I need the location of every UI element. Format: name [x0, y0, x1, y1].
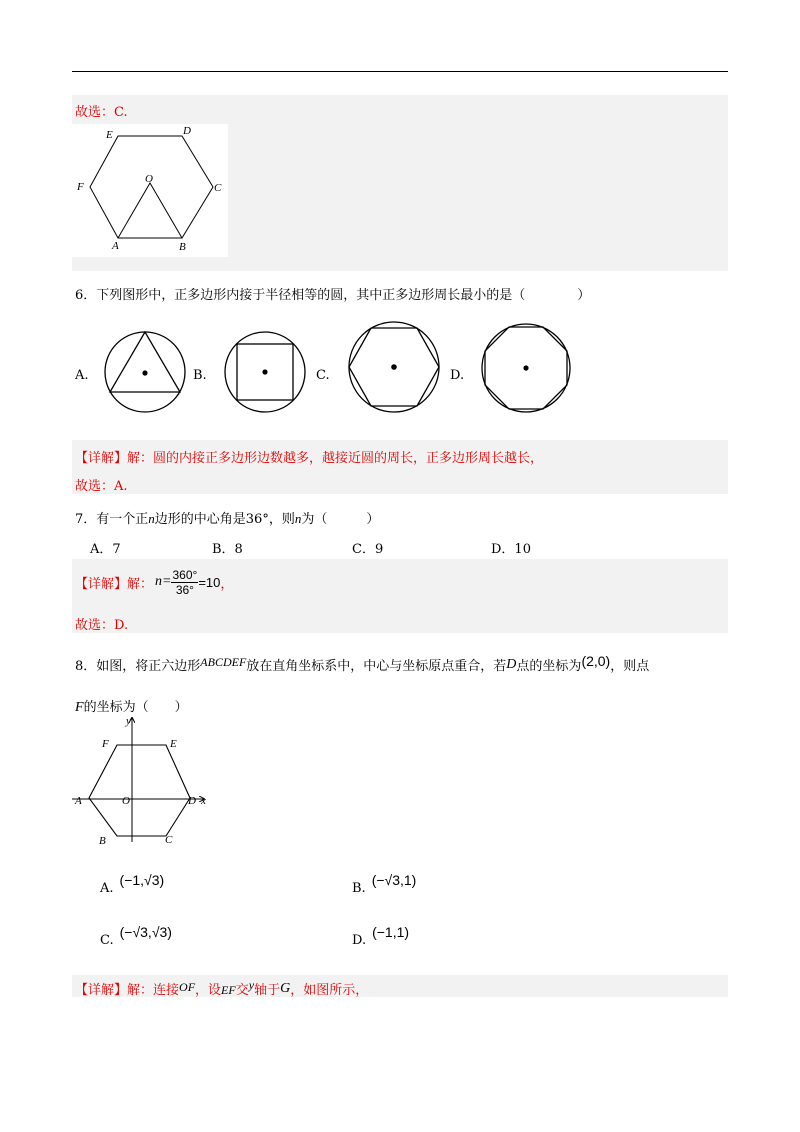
q8-stem-c: 点的坐标为: [516, 659, 582, 674]
q7-expl-tag: 【详解】: [75, 576, 128, 592]
q8-point-d: D: [506, 657, 517, 672]
choose-text-q5: 故选：C.: [75, 105, 128, 120]
q8-expl-tag: 【详解】: [75, 983, 128, 998]
q7-stem-c: 为（ ）: [301, 512, 380, 527]
q8-option-d-letter: D.: [352, 932, 367, 948]
q6-expl-tag: 【详解】: [75, 451, 128, 466]
q8-coord-d: (2,0): [581, 653, 611, 669]
q7-comma: ，: [220, 576, 234, 592]
q8-option-b-value: (−√3,1): [371, 872, 417, 888]
q8-stem-d: ，则点: [610, 659, 650, 674]
q8-var-y: y: [248, 978, 255, 992]
q8-expl-d: 轴于: [254, 983, 281, 998]
q7-choose: 故选：D.: [75, 618, 129, 633]
header-rule: [72, 71, 728, 72]
label-E: E: [106, 129, 113, 141]
q8-var-of: OF: [179, 980, 196, 994]
q6-option-b-label: B.: [193, 368, 207, 383]
q7-explanation: [75, 562, 233, 602]
q8-point-f: F: [75, 700, 84, 715]
fig8-label-C: C: [165, 834, 173, 846]
label-D: D: [183, 125, 191, 137]
q8-stem-b: 放在直角坐标系中，中心与坐标原点重合，若: [246, 659, 507, 674]
q8-stem-e: 的坐标为（ ）: [83, 700, 188, 715]
circle-hexagon-figure: [344, 318, 444, 416]
fig8-label-D: D: [188, 795, 196, 807]
q7-option-d: D．10: [491, 542, 531, 557]
q7-fraction: [171, 569, 198, 596]
q8-expl-b: ，设: [195, 983, 222, 998]
q8-option-c-value: (−√3,√3): [119, 924, 172, 940]
q8-option-c-letter: C.: [100, 932, 114, 948]
q8-stem-a: 8．如图，将正六边形: [75, 659, 201, 674]
q7-option-c: C．9: [352, 542, 384, 557]
axis-label-x: x: [201, 795, 206, 807]
q6-explanation: [75, 447, 543, 466]
q7-expl-pre: 解：: [127, 576, 154, 592]
q7-denominator: 36°: [175, 582, 194, 597]
label-O: O: [145, 173, 153, 185]
fig8-label-B: B: [99, 835, 106, 847]
q8-expl-e: ，如图所示，: [290, 983, 369, 998]
label-F: F: [77, 181, 84, 193]
axis-label-y: y: [126, 715, 131, 727]
q6-choose: 故选：A.: [75, 479, 128, 494]
q8-expl-c: 交: [235, 983, 249, 998]
q8-option-b-letter: B.: [352, 880, 366, 896]
q7-option-a: A．7: [90, 542, 121, 557]
q7-formula-lhs: n=: [155, 574, 172, 589]
q8-var-g: G: [280, 981, 291, 996]
q7-result: =10: [198, 574, 221, 590]
q7-var-n-2: n: [294, 511, 302, 526]
q6-option-c-label: C.: [316, 368, 330, 383]
label-B: B: [179, 241, 186, 253]
coordinate-hexagon-figure: [70, 712, 220, 852]
q8-expl-a: 解：连接: [127, 983, 180, 998]
q7-stem-b: 边形的中心角是36°，则: [154, 512, 295, 527]
q7-stem: [75, 508, 379, 527]
q7-var-n: n: [148, 511, 155, 526]
q8-option-d: [352, 924, 410, 948]
q8-explanation: [75, 978, 368, 998]
q7-stem-a: 7．有一个正: [75, 512, 149, 527]
q7-option-b: B．8: [212, 542, 243, 557]
circle-octagon-figure: [478, 320, 574, 416]
q8-option-a: [100, 872, 165, 896]
fig8-label-F: F: [102, 738, 109, 750]
q8-option-c: [100, 924, 172, 948]
q8-option-d-value: (−1,1): [372, 924, 410, 940]
label-A: A: [112, 240, 119, 252]
circle-triangle-figure: [100, 327, 190, 417]
q8-stem: [75, 650, 725, 678]
q6-stem: 6．下列图形中，正多边形内接于半径相等的圆，其中正多边形周长最小的是（ ）: [75, 288, 591, 303]
q8-var-ef: EF: [221, 983, 236, 997]
circle-square-figure: [220, 327, 310, 417]
q8-option-a-letter: A.: [100, 880, 114, 896]
fig8-label-E: E: [170, 738, 177, 750]
q7-numerator: 360°: [172, 567, 198, 582]
label-C: C: [214, 182, 222, 194]
q8-hex-name: ABCDEF: [200, 655, 247, 669]
fig8-label-O: O: [122, 795, 130, 807]
q6-option-d-label: D.: [450, 368, 465, 383]
q6-expl-text: 解：圆的内接正多边形边数越多，越接近圆的周长，正多边形周长越长，: [127, 451, 544, 466]
fig8-label-A: A: [75, 795, 82, 807]
hexagon-figure-q5: [72, 124, 228, 257]
q8-option-b: [352, 872, 417, 896]
q6-option-a-label: A.: [75, 368, 89, 383]
q8-option-a-value: (−1,√3): [119, 872, 165, 888]
